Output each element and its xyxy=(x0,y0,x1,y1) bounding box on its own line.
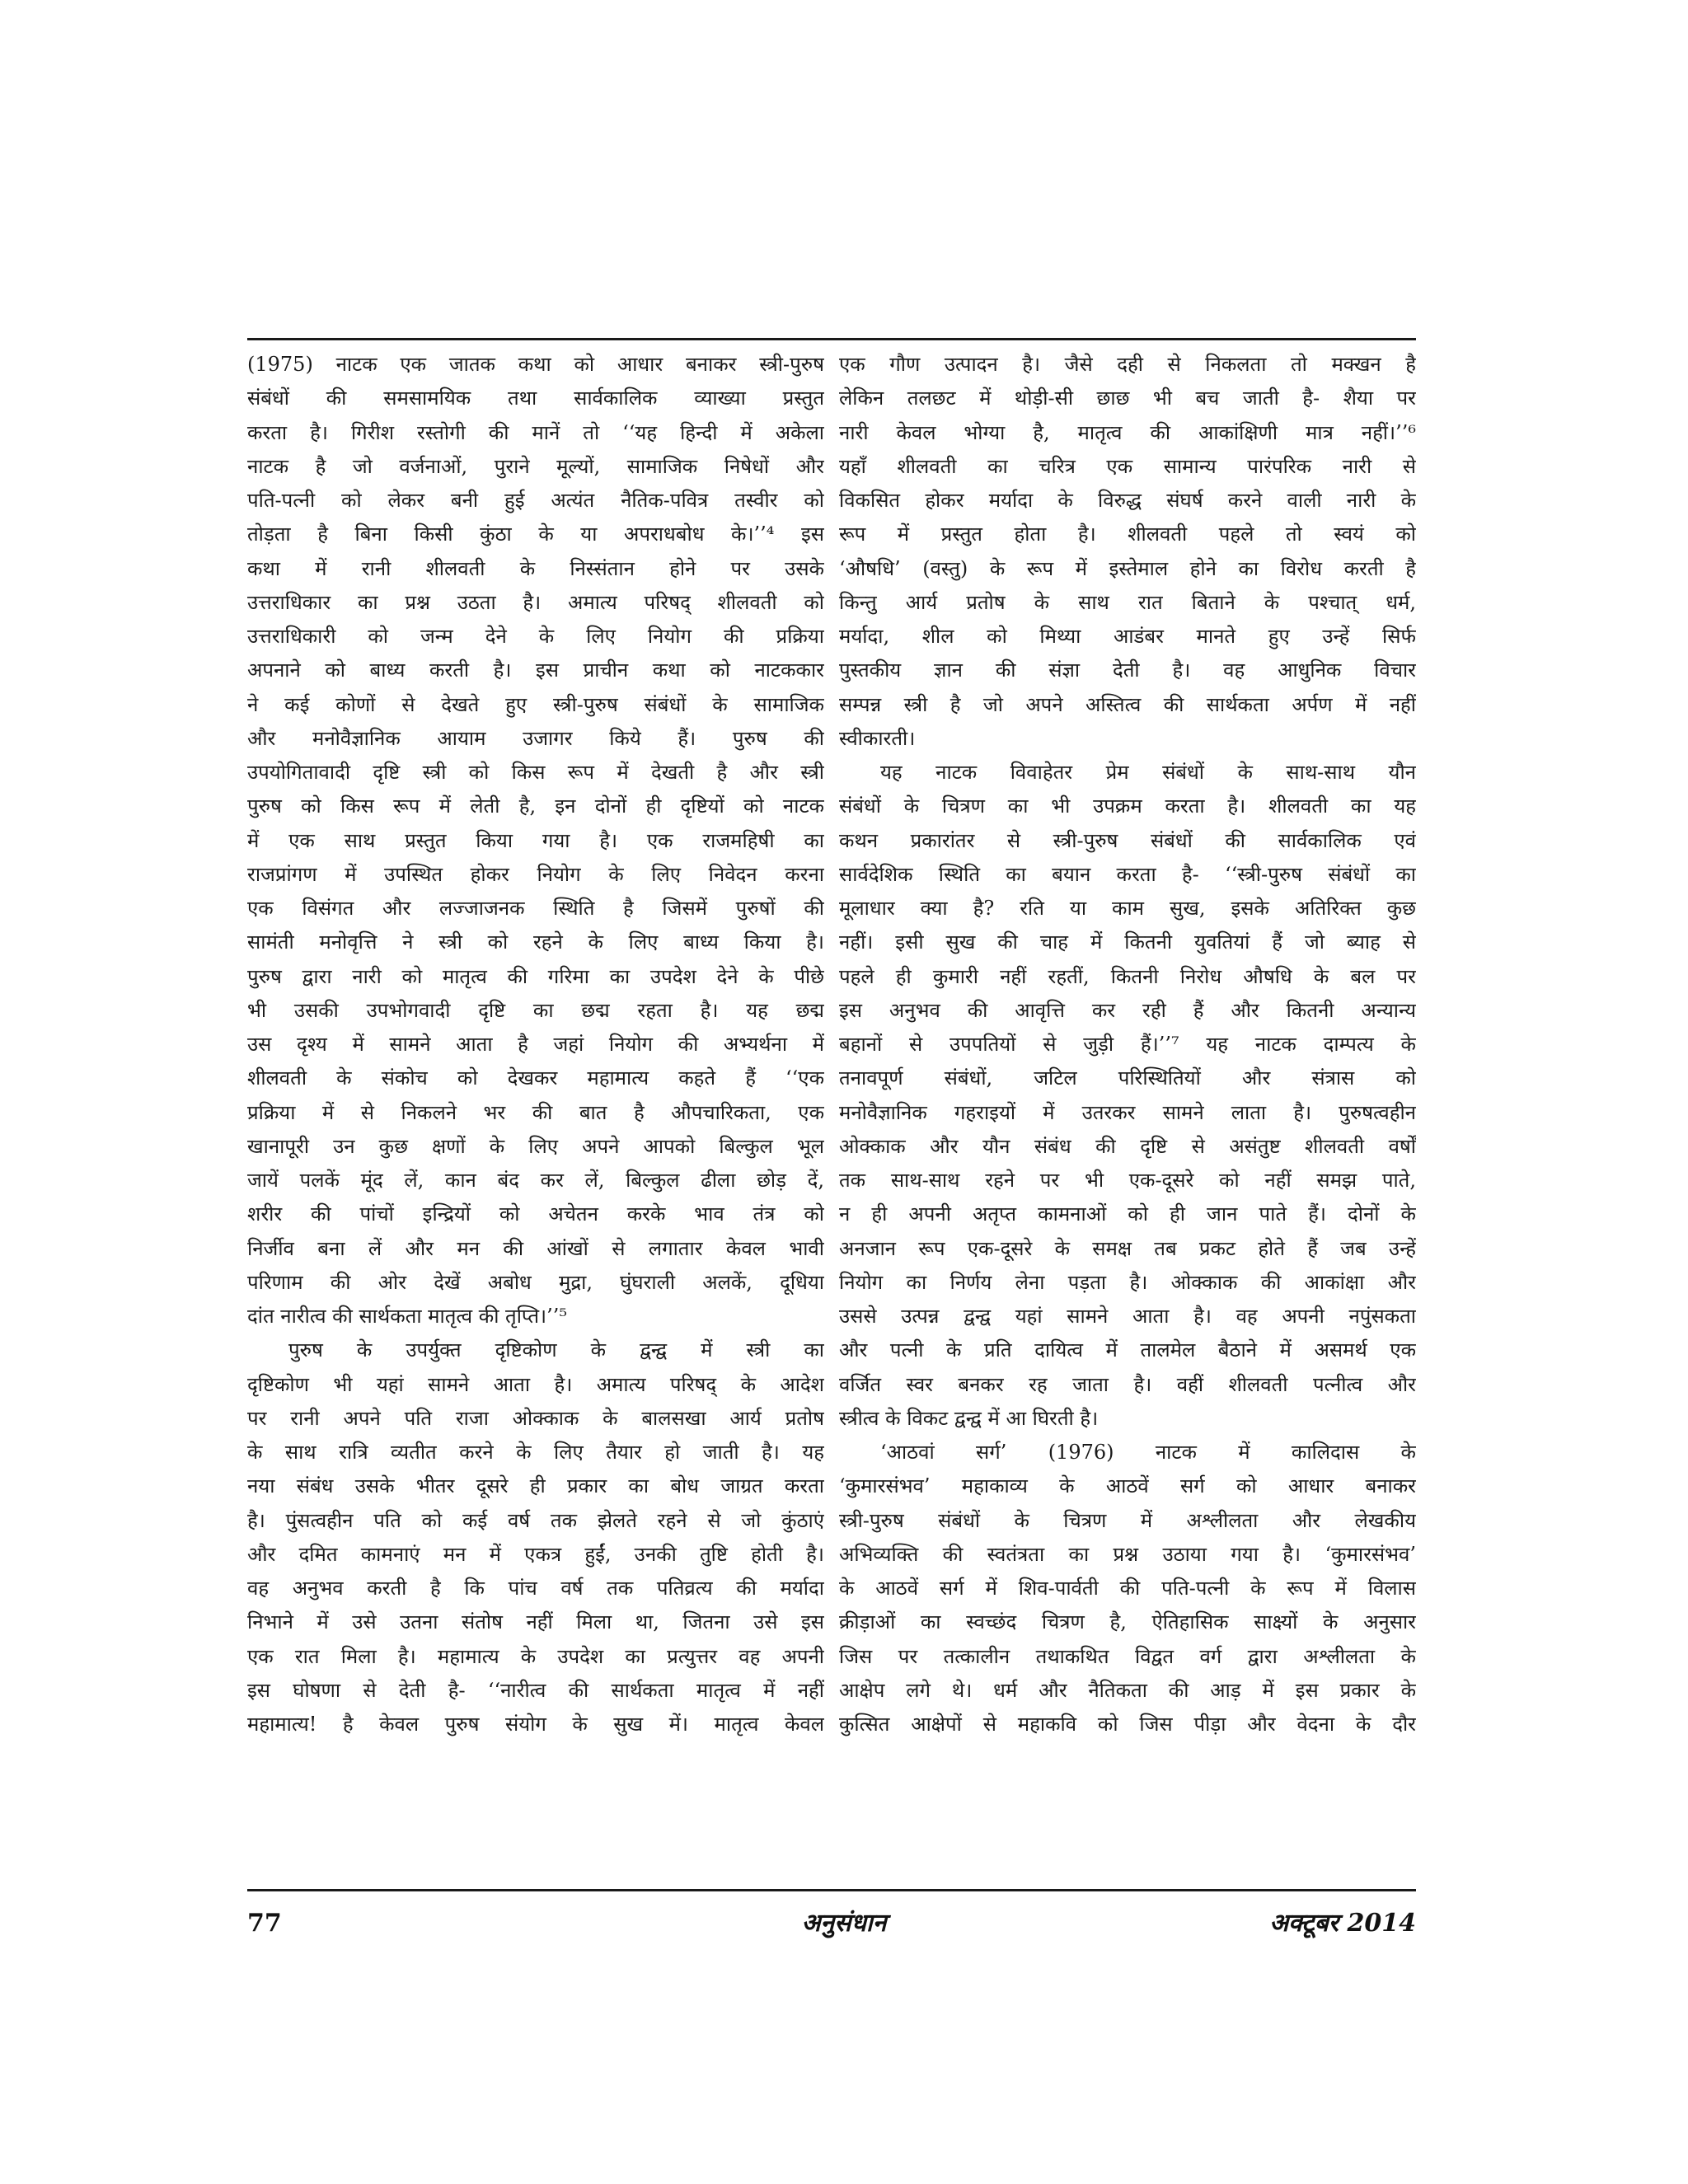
text-line: भी उसकी उपभोगवादी दृष्टि का छद्म रहता है। यह छद्म xyxy=(247,998,824,1022)
text-line: पुरुष द्वारा नारी को मातृत्व की गरिमा का उपदेश देने के पीछे xyxy=(247,964,824,988)
text-line: नियोग का निर्णय लेना पड़ता है। ओक्काक की आकांक्षा और xyxy=(839,1270,1416,1294)
text-line: कुत्सित आक्षेपों से महाकवि को जिस पीड़ा और वेदना के दौर xyxy=(839,1713,1416,1736)
text-line: जिस पर तत्कालीन तथाकथित विद्वत वर्ग द्वारा अश्लीलता के xyxy=(839,1644,1416,1668)
text-line: स्वीकारती। xyxy=(839,726,916,750)
text-line: शरीर की पांचों इन्द्रियों को अचेतन करके भाव तंत्र को xyxy=(247,1202,824,1226)
text-line: पुस्तकीय ज्ञान की संज्ञा देती है। वह आधुनिक विचार xyxy=(839,658,1416,682)
text-line: कथा में रानी शीलवती के निस्संतान होने पर उसके xyxy=(247,556,824,580)
text-line: इस घोषणा से देती है- ‘‘नारीत्व की सार्थकता मातृत्व में नहीं xyxy=(247,1678,824,1702)
text-line: जायें पलकें मूंद लें, कान बंद कर लें, बिल्कुल ढीला छोड़ दें, xyxy=(247,1169,824,1192)
text-line: बहानों से उपपतियों से जुड़ी हैं।’’⁷ यह नाटक दाम्पत्य के xyxy=(839,1033,1416,1056)
text-line: सामंती मनोवृत्ति ने स्त्री को रहने के लिए बाध्य किया है। xyxy=(247,930,824,954)
text-line: करता है। गिरीश रस्तोगी की मानें तो ‘‘यह हिन्दी में अकेला xyxy=(247,420,824,444)
text-line: तोड़ता है बिना किसी कुंठा के या अपराधबोध के।’’⁴ इस xyxy=(247,523,824,546)
text-line: दृष्टिकोण भी यहां सामने आता है। अमात्य परिषद् के आदेश xyxy=(247,1372,824,1396)
journal-title: अनुसंधान xyxy=(801,1909,887,1938)
text-line: सम्पन्न स्त्री है जो अपने अस्तित्व की सार्थकता अर्पण में नहीं xyxy=(839,692,1416,716)
text-line: प्रक्रिया में से निकलने भर की बात है औपचारिकता, एक xyxy=(247,1100,824,1124)
text-line: मनोवैज्ञानिक गहराइयों में उतरकर सामने लाता है। पुरुषत्वहीन xyxy=(839,1100,1416,1124)
text-line: नहीं। इसी सुख की चाह में कितनी युवतियां हैं जो ब्याह से xyxy=(839,930,1416,954)
text-line: वर्जित स्वर बनकर रह जाता है। वहीं शीलवती पत्नीत्व और xyxy=(839,1372,1416,1396)
text-line: उससे उत्पन्न द्वन्द्व यहां सामने आता है। वह अपनी नपुंसकता xyxy=(839,1305,1416,1328)
text-line: उस दृश्य में सामने आता है जहां नियोग की अभ्यर्थना में xyxy=(247,1033,824,1056)
text-line: किन्तु आर्य प्रतोष के साथ रात बिताने के पश्चात् धर्म, xyxy=(839,590,1416,614)
issue-date: अक्टूबर 2014 xyxy=(1269,1909,1416,1938)
text-line: पुरुष को किस रूप में लेती है, इन दोनों ही दृष्टियों को नाटक xyxy=(247,794,824,818)
left-column xyxy=(247,348,824,1881)
text-line: में एक साथ प्रस्तुत किया गया है। एक राजमहिषी का xyxy=(247,828,824,852)
text-line: नारी केवल भोग्या है, मातृत्व की आकांक्षिणी मात्र नहीं।’’⁶ xyxy=(839,420,1416,444)
text-line: संबंधों के चित्रण का भी उपक्रम करता है। शीलवती का यह xyxy=(839,794,1416,818)
text-line: यह नाटक विवाहेतर प्रेम संबंधों के साथ-साथ यौन xyxy=(880,761,1416,784)
text-line: रूप में प्रस्तुत होता है। शीलवती पहले तो स्वयं को xyxy=(839,523,1416,546)
text-line: और मनोवैज्ञानिक आयाम उजागर किये हैं। पुरुष की xyxy=(247,726,824,750)
text-line: न ही अपनी अतृप्त कामनाओं को ही जान पाते हैं। दोनों के xyxy=(839,1202,1416,1226)
text-line: अभिव्यक्ति की स्वतंत्रता का प्रश्न उठाया गया है। ‘कुमारसंभव’ xyxy=(839,1542,1416,1566)
text-line: ने कई कोणों से देखते हुए स्त्री-पुरुष संबंधों के सामाजिक xyxy=(247,692,824,716)
text-line: है। पुंसत्वहीन पति को कई वर्ष तक झेलते रहने से जो कुंठाएं xyxy=(247,1508,824,1532)
text-line: पति-पत्नी को लेकर बनी हुई अत्यंत नैतिक-पवित्र तस्वीर को xyxy=(247,489,824,512)
text-line: उत्तराधिकार का प्रश्न उठता है। अमात्य परिषद् शीलवती को xyxy=(247,590,824,614)
text-line: संबंधों की समसामयिक तथा सार्वकालिक व्याख्या प्रस्तुत xyxy=(247,387,824,410)
text-line: के साथ रात्रि व्यतीत करने के लिए तैयार हो जाती है। यह xyxy=(247,1441,824,1464)
text-line: ‘कुमारसंभव’ महाकाव्य के आठवें सर्ग को आधार बनाकर xyxy=(839,1474,1416,1498)
bottom-rule xyxy=(247,1889,1416,1891)
text-line: राजप्रांगण में उपस्थित होकर नियोग के लिए निवेदन करना xyxy=(247,862,824,886)
text-line: और दमित कामनाएं मन में एकत्र हुईं, उनकी तुष्टि होती है। xyxy=(247,1542,824,1566)
page-number: 77 xyxy=(247,1909,282,1938)
text-line: यहाँ शीलवती का चरित्र एक सामान्य पारंपरिक नारी से xyxy=(839,454,1416,478)
text-line: निर्जीव बना लें और मन की आंखों से लगातार केवल भावी xyxy=(247,1236,824,1260)
text-line: दांत नारीत्व की सार्थकता मातृत्व की तृप्ति।’’⁵ xyxy=(247,1305,567,1328)
text-line: एक विसंगत और लज्जाजनक स्थिति है जिसमें पुरुषों की xyxy=(247,897,824,920)
text-line: ‘आठवां सर्ग’ (1976) नाटक में कालिदास के xyxy=(880,1441,1416,1464)
text-line: उत्तराधिकारी को जन्म देने के लिए नियोग की प्रक्रिया xyxy=(247,625,824,648)
text-line: अनजान रूप एक-दूसरे के समक्ष तब प्रकट होते हैं जब उन्हें xyxy=(839,1236,1416,1260)
text-line: सार्वदेशिक स्थिति का बयान करता है- ‘‘स्त्री-पुरुष संबंधों का xyxy=(839,862,1416,886)
text-line: पर रानी अपने पति राजा ओक्काक के बालसखा आर्य प्रतोष xyxy=(247,1406,824,1430)
text-line: तक साथ-साथ रहने पर भी एक-दूसरे को नहीं समझ पाते, xyxy=(839,1169,1416,1192)
top-rule xyxy=(247,338,1416,340)
text-line: उपयोगितावादी दृष्टि स्त्री को किस रूप में देखती है और स्त्री xyxy=(247,761,824,784)
text-line: क्रीड़ाओं का स्वच्छंद चित्रण है, ऐतिहासिक साक्ष्यों के अनुसार xyxy=(839,1610,1416,1634)
text-line: पहले ही कुमारी नहीं रहतीं, कितनी निरोध औषधि के बल पर xyxy=(839,964,1416,988)
text-line: अपनाने को बाध्य करती है। इस प्राचीन कथा को नाटककार xyxy=(247,658,824,682)
text-line: महामात्य! है केवल पुरुष संयोग के सुख में। मातृत्व केवल xyxy=(247,1713,824,1736)
text-line: शीलवती के संकोच को देखकर महामात्य कहते हैं ‘‘एक xyxy=(247,1066,824,1090)
text-line: नाटक है जो वर्जनाओं, पुराने मूल्यों, सामाजिक निषेधों और xyxy=(247,454,824,478)
text-line: तनावपूर्ण संबंधों, जटिल परिस्थितियों और संत्रास को xyxy=(839,1066,1416,1090)
text-line: मर्यादा, शील को मिथ्या आडंबर मानते हुए उन्हें सिर्फ xyxy=(839,625,1416,648)
text-line: परिणाम की ओर देखें अबोध मुद्रा, घुंघराली अलकें, दूधिया xyxy=(247,1270,824,1294)
text-line: पुरुष के उपर्युक्त दृष्टिकोण के द्वन्द्व में स्त्री का xyxy=(288,1338,824,1362)
text-line: वह अनुभव करती है कि पांच वर्ष तक पतिव्रत्य की मर्यादा xyxy=(247,1577,824,1600)
text-line: स्त्रीत्व के विकट द्वन्द्व में आ घिरती है। xyxy=(839,1406,1099,1430)
text-line: विकसित होकर मर्यादा के विरुद्ध संघर्ष करने वाली नारी के xyxy=(839,489,1416,512)
text-line: एक रात मिला है। महामात्य के उपदेश का प्रत्युत्तर वह अपनी xyxy=(247,1644,824,1668)
text-line: नया संबंध उसके भीतर दूसरे ही प्रकार का बोध जाग्रत करता xyxy=(247,1474,824,1498)
text-line: इस अनुभव की आवृत्ति कर रही हैं और कितनी अन्यान्य xyxy=(839,998,1416,1022)
text-line: एक गौण उत्पादन है। जैसे दही से निकलता तो मक्खन है xyxy=(839,353,1416,376)
text-line: मूलाधार क्या है? रति या काम सुख, इसके अतिरिक्त कुछ xyxy=(839,897,1416,920)
text-line: ओक्काक और यौन संबंध की दृष्टि से असंतुष्ट शीलवती वर्षों xyxy=(839,1134,1416,1158)
text-line: और पत्नी के प्रति दायित्व में तालमेल बैठाने में असमर्थ एक xyxy=(839,1338,1416,1362)
text-line: स्त्री-पुरुष संबंधों के चित्रण में अश्लीलता और लेखकीय xyxy=(839,1508,1416,1532)
text-line: ‘औषधि’ (वस्तु) के रूप में इस्तेमाल होने का विरोध करती है xyxy=(839,556,1416,580)
text-line: (1975) नाटक एक जातक कथा को आधार बनाकर स्त्री-पुरुष xyxy=(247,353,824,376)
text-line: के आठवें सर्ग में शिव-पार्वती की पति-पत्नी के रूप में विलास xyxy=(839,1577,1416,1600)
text-line: लेकिन तलछट में थोड़ी-सी छाछ भी बच जाती है- शैया पर xyxy=(839,387,1416,410)
text-line: आक्षेप लगे थे। धर्म और नैतिकता की आड़ में इस प्रकार के xyxy=(839,1678,1416,1702)
right-column xyxy=(839,348,1416,1881)
text-line: खानापूरी उन कुछ क्षणों के लिए अपने आपको बिल्कुल भूल xyxy=(247,1134,824,1158)
text-line: निभाने में उसे उतना संतोष नहीं मिला था, जितना उसे इस xyxy=(247,1610,824,1634)
text-line: कथन प्रकारांतर से स्त्री-पुरुष संबंधों की सार्वकालिक एवं xyxy=(839,828,1416,852)
